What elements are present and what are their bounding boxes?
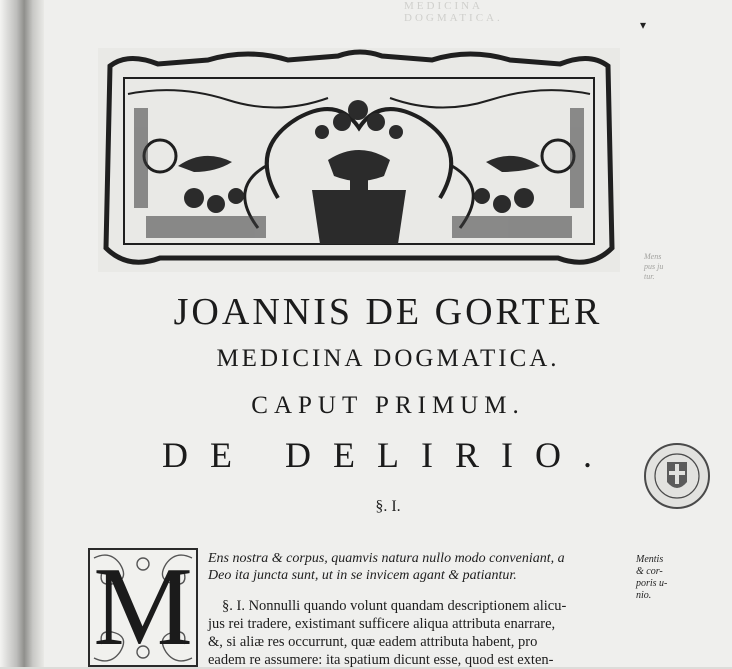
margin-note bbox=[636, 554, 684, 602]
margin-note-line: poris u- bbox=[636, 578, 668, 589]
margin-note-line: tur. bbox=[644, 272, 655, 281]
chapter-heading: CAPUT PRIMUM. bbox=[251, 392, 525, 419]
lead-sentence bbox=[208, 550, 626, 584]
margin-note-line: nio. bbox=[636, 590, 652, 601]
margin-note-line: & cor- bbox=[636, 566, 663, 577]
ornamental-drop-cap bbox=[88, 548, 198, 667]
lead-line: Ens nostra & corpus, quamvis natura nullo modo conveniant, a bbox=[208, 551, 565, 566]
margin-note-line: Mentis bbox=[636, 554, 664, 565]
margin-note-line: pus ju bbox=[644, 262, 664, 271]
body-paragraph bbox=[208, 597, 628, 669]
bleed-through-running-head: MEDICINA DOGMATICA. bbox=[404, 0, 503, 24]
author-title: JOANNIS DE GORTER bbox=[173, 291, 603, 333]
margin-note-line: Mens bbox=[644, 252, 662, 261]
bleed-through-margin-note bbox=[644, 252, 684, 282]
engraved-headpiece bbox=[98, 48, 620, 272]
body-line: §. I. Nonnulli quando volunt quandam descriptionem alicu- bbox=[222, 598, 567, 614]
library-stamp bbox=[642, 440, 712, 512]
book-binding-edge bbox=[0, 0, 44, 667]
lead-line: Deo ita juncta sunt, ut in se invicem agant & patiantur. bbox=[208, 568, 517, 583]
section-number: §. I. bbox=[375, 498, 401, 515]
chapter-subject: DE DELIRIO. bbox=[162, 435, 614, 475]
body-line: &, si aliæ res occurrunt, quæ eadem attributa habent, pro bbox=[208, 634, 538, 650]
corner-tick-mark: ▾ bbox=[640, 18, 647, 32]
body-line: eadem re assumere: ita spatium dicunt esse, quod est exten- bbox=[208, 652, 554, 668]
body-line: jus rei tradere, existimant sufficere aliqua attributa enarrare, bbox=[208, 616, 556, 632]
work-title: MEDICINA DOGMATICA. bbox=[216, 345, 560, 372]
drop-cap-letter: M bbox=[93, 548, 193, 667]
